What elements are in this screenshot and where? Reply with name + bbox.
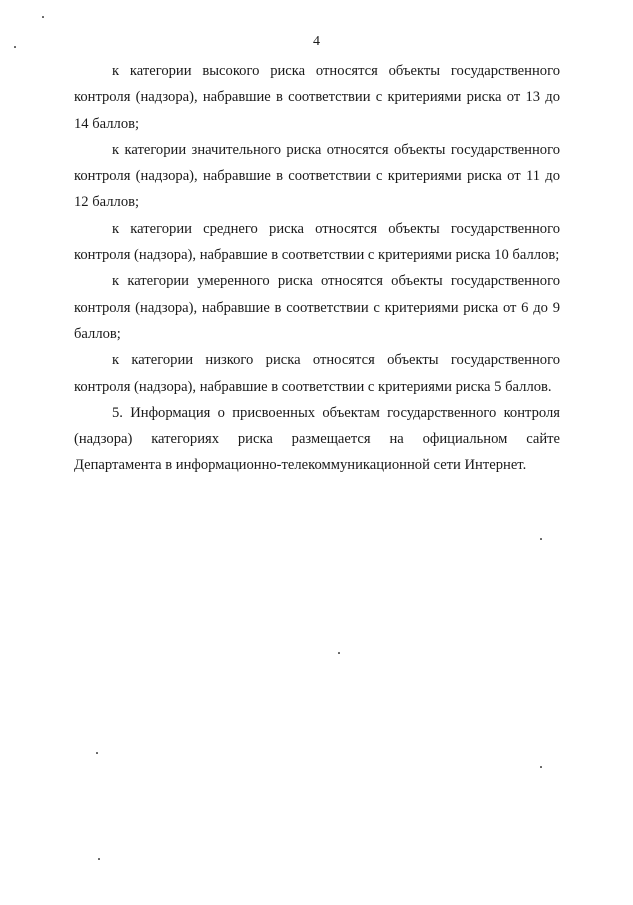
page-number: 4 <box>313 34 320 49</box>
scan-speck <box>96 752 98 754</box>
scan-speck <box>98 858 100 860</box>
scan-speck <box>14 46 16 48</box>
paragraph-medium-risk: к категории среднего риска относятся объекты государственного контроля (надзора), набравшие в соответствии с критериями риска 10 баллов; <box>74 220 560 264</box>
paragraph-significant-risk: к категории значительного риска относятся объекты государственного контроля (надзора), набравшие в соответствии с критериями риска от 11 до 12 баллов; <box>74 141 560 211</box>
paragraph-moderate-risk: к категории умеренного риска относятся объекты государственного контроля (надзора), набравшие в соответствии с критериями риска от 6 до 9 баллов; <box>74 273 560 342</box>
scan-speck <box>42 16 44 18</box>
paragraph-information-clause: 5. Информация о присвоенных объектам государственного контроля (надзора) категориях риска размещается на официальном сайте Департамента в информационно-телекоммуникационной сети Интернет. <box>74 404 560 474</box>
paragraph-high-risk: к категории высокого риска относятся объекты государственного контроля (надзора), набравшие в соответствии с критериями риска от 13 до 14 баллов; <box>74 63 560 132</box>
scan-speck <box>338 652 340 654</box>
scan-speck <box>540 538 542 540</box>
paragraph-low-risk: к категории низкого риска относятся объекты государственного контроля (надзора), набравшие в соответствии с критериями риска 5 баллов. <box>74 352 560 395</box>
scan-speck <box>540 766 542 768</box>
document-body <box>74 58 560 479</box>
